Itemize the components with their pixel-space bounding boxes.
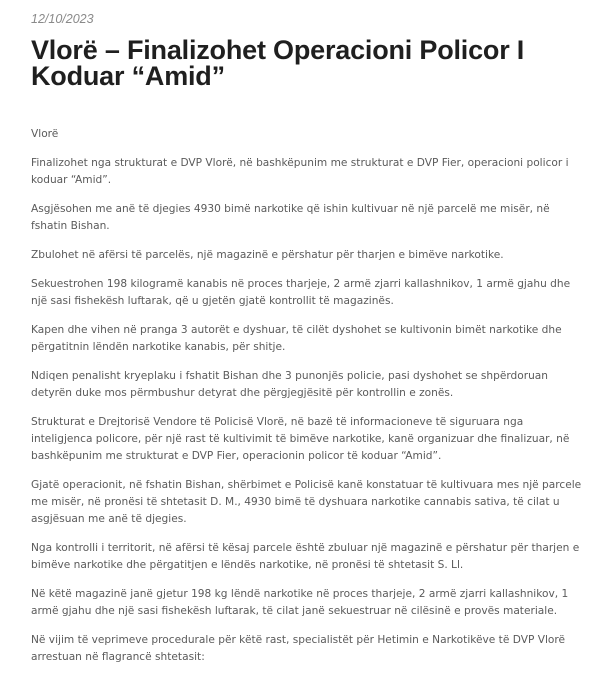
article-date: 12/10/2023 bbox=[31, 12, 94, 26]
article-paragraph: Strukturat e Drejtorisë Vendore të Policisë Vlorë, në bazë të informacioneve të siguruara nga inteligjenca policore, për një rast të kultivimit të bimëve narkotike, kanë organizuar dhe finalizuar, në bashkëpunim me strukturat e DVP Fier, operacionin policor të koduar “Amid”. bbox=[31, 416, 570, 462]
article-paragraph: Kapen dhe vihen në pranga 3 autorët e dyshuar, të cilët dyshohet se kultivonin bimët narkotike dhe përgatitnin lëndën narkotike kanabis, për shitje. bbox=[31, 324, 562, 353]
article-paragraph: Ndiqen penalisht kryeplaku i fshatit Bishan dhe 3 punonjës policie, pasi dyshohet se shpërdoruan detyrën duke mos përmbushur detyrat dhe përgjegjësitë për kontrollin e zonës. bbox=[31, 370, 549, 399]
article-paragraph: Finalizohet nga strukturat e DVP Vlorë, në bashkëpunim me strukturat e DVP Fier, operacioni policor i koduar “Amid”. bbox=[31, 157, 569, 186]
article-title: Vlorë – Finalizohet Operacioni Policor I Koduar “Amid” bbox=[31, 35, 525, 91]
article-paragraph: Në këtë magazinë janë gjetur 198 kg lëndë narkotike në proces tharjeje, 2 armë zjarri kallashnikov, 1 armë gjahu dhe një sasi fishekësh luftarak, të cilat janë sekuestruar në cilësinë e provës materiale. bbox=[31, 588, 569, 617]
article-paragraph: Gjatë operacionit, në fshatin Bishan, shërbimet e Policisë kanë konstatuar të kultivuara mes një parcele me misër, në pronësi të shtetasit D. M., 4930 bimë të dyshuara narkotike cannabis sativa, të cilat u asgjësuan me anë të djegies. bbox=[31, 479, 582, 525]
article-paragraph: Nga kontrolli i territorit, në afërsi të kësaj parcele është zbuluar një magazinë e përshatur për tharjen e bimëve narkotike dhe përgatitjen e lëndës narkotike, në pronësi të shtetasit S. Ll. bbox=[31, 542, 580, 571]
article-paragraph: Zbulohet në afërsi të parcelës, një magazinë e përshatur për tharjen e bimëve narkotike. bbox=[31, 249, 504, 261]
article-paragraph: Sekuestrohen 198 kilogramë kanabis në proces tharjeje, 2 armë zjarri kallashnikov, 1 armë gjahu dhe një sasi fishekësh luftarak, që u gjetën gjatë kontrollit të magazinës. bbox=[31, 278, 571, 307]
article-paragraph: Në vijim të veprimeve procedurale për këtë rast, specialistët për Hetimin e Narkotikëve të DVP Vlorë arrestuan në flagrancë shtetasit: bbox=[31, 634, 566, 663]
article-paragraph: Asgjësohen me anë të djegies 4930 bimë narkotike që ishin kultivuar në një parcelë me misër, në fshatin Bishan. bbox=[31, 203, 550, 232]
article-body bbox=[31, 126, 586, 678]
article-paragraph: Vlorë bbox=[31, 128, 59, 140]
